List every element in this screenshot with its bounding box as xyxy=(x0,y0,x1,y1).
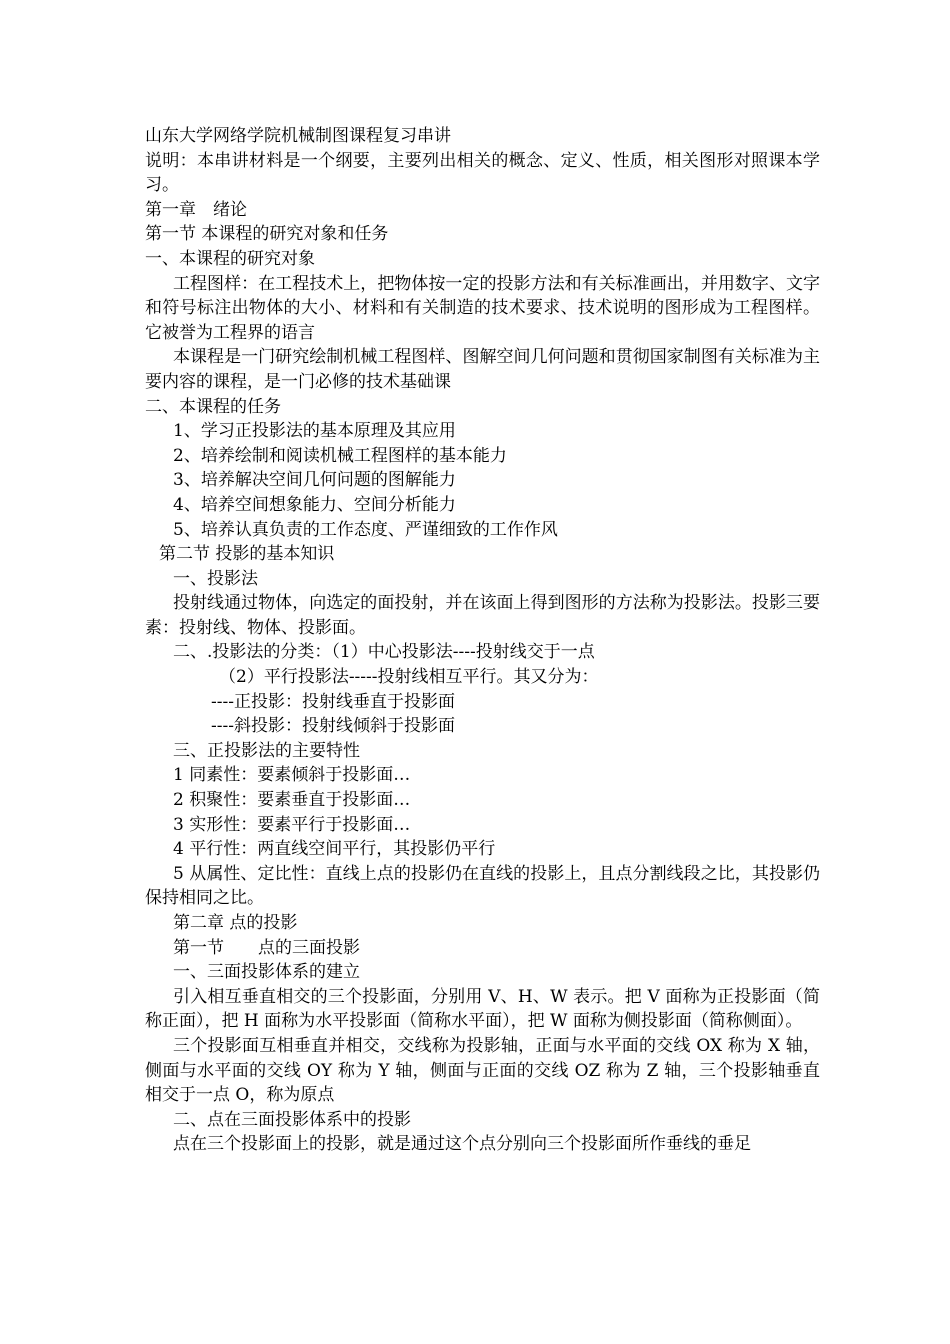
text-line: 一、本课程的研究对象 xyxy=(145,248,315,269)
text-line: 二、点在三面投影体系中的投影 xyxy=(173,1109,411,1130)
text-line: 一、三面投影体系的建立 xyxy=(173,962,360,983)
text-line: 1、学习正投影法的基本原理及其应用 xyxy=(173,421,456,442)
text-line: 工程图样：在工程技术上，把物体按一定的投影方法和有关标准画出，并用数字、文字和符号标注出物体的大小、材料和有关制造的技术要求、技术说明的图形成为工程图样。它被誉为工程界的语言 xyxy=(145,273,820,343)
text-line: 第一节 点的三面投影 xyxy=(173,937,360,958)
text-line: 2、培养绘制和阅读机械工程图样的基本能力 xyxy=(173,445,507,466)
text-line: 点在三个投影面上的投影，就是通过这个点分别向三个投影面所作垂线的垂足 xyxy=(173,1134,751,1155)
text-line: 1 同素性：要素倾斜于投影面… xyxy=(173,765,411,786)
text-line: 4、培养空间想象能力、空间分析能力 xyxy=(173,494,456,515)
document-body xyxy=(145,124,820,1157)
text-line: 二、.投影法的分类：（1）中心投影法----投射线交于一点 xyxy=(173,642,595,663)
text-line: ----正投影：投射线垂直于投影面 xyxy=(211,691,455,712)
text-line: 一、投影法 xyxy=(173,568,258,589)
text-line: 投射线通过物体，向选定的面投射，并在该面上得到图形的方法称为投影法。投影三要素：投射线、物体、投影面。 xyxy=(145,593,820,638)
text-line: 三个投影面互相垂直并相交，交线称为投影轴，正面与水平面的交线 OX 称为 X 轴，侧面与水平面的交线 OY 称为 Y 轴，侧面与正面的交线 OZ 称为 Z 轴，三个投影轴垂直相交于一点 O，称为原点 xyxy=(145,1035,820,1106)
text-line: 5 从属性、定比性：直线上点的投影仍在直线的投影上，且点分割线段之比，其投影仍保持相同之比。 xyxy=(145,863,820,909)
text-line: （2）平行投影法-----投射线相互平行。其又分为： xyxy=(219,667,599,688)
text-line: 第一章 绪论 xyxy=(145,199,247,220)
text-line: 三、正投影法的主要特性 xyxy=(173,740,360,761)
text-line: 3 实形性：要素平行于投影面… xyxy=(173,814,411,835)
text-line: 第二节 投影的基本知识 xyxy=(159,544,335,565)
text-line: 说明：本串讲材料是一个纲要，主要列出相关的概念、定义、性质，相关图形对照课本学习。 xyxy=(145,150,820,196)
text-line: ----斜投影：投射线倾斜于投影面 xyxy=(211,716,455,737)
text-line: 2 积聚性：要素垂直于投影面… xyxy=(173,790,411,811)
text-line: 二、本课程的任务 xyxy=(145,396,281,417)
text-line: 第一节 本课程的研究对象和任务 xyxy=(145,224,389,245)
text-line: 3、培养解决空间几何问题的图解能力 xyxy=(173,470,456,491)
text-line: 引入相互垂直相交的三个投影面，分别用 V、H、W 表示。把 V 面称为正投影面（简称正面），把 H 面称为水平投影面（简称水平面），把 W 面称为侧投影面（简称侧面）。 xyxy=(145,986,820,1032)
text-line: 5、培养认真负责的工作态度、严谨细致的工作作风 xyxy=(173,519,558,540)
text-line: 4 平行性：两直线空间平行，其投影仍平行 xyxy=(173,839,496,860)
text-line: 山东大学网络学院机械制图课程复习串讲 xyxy=(145,126,451,146)
text-line: 本课程是一门研究绘制机械工程图样、图解空间几何问题和贯彻国家制图有关标准为主要内容的课程，是一门必修的技术基础课 xyxy=(145,347,820,392)
text-line: 第二章 点的投影 xyxy=(173,913,298,933)
